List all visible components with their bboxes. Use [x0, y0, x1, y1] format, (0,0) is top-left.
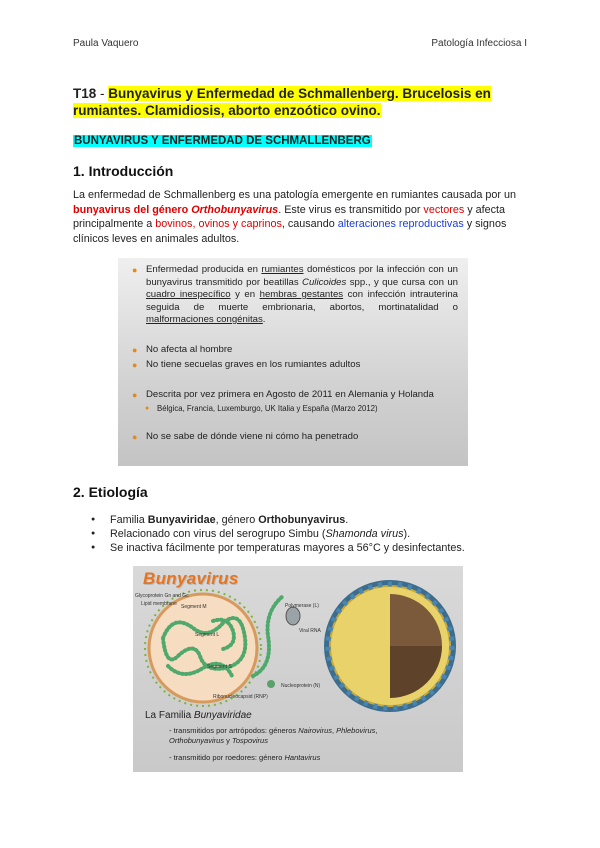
slide-schmallenberg — [118, 258, 468, 466]
bullet-icon: ● — [132, 265, 138, 275]
intro-alteraciones: alteraciones reproductivas — [337, 218, 464, 230]
slide-bullet: ● No se sabe de dónde viene ni cómo ha penetrado — [132, 431, 359, 442]
document-title — [73, 85, 513, 119]
polymerase-shape — [286, 607, 300, 625]
title-text: Bunyavirus y Enfermedad de Schmallenberg. Brucelosis en rumiantes. Clamidiosis, aborto enzoótico ovino. — [73, 86, 491, 118]
slide-bullet: ● Descrita por vez primera en Agosto de 2011 en Alemania y Holanda — [132, 388, 434, 400]
heading-etiologia: 2. Etiología — [73, 484, 148, 500]
virion-3d — [324, 580, 456, 712]
label-segment-s: Segment S — [207, 664, 232, 670]
transmission-rodents: - transmitido por roedores: género Hantavirus — [169, 753, 321, 762]
list-item: ● Familia Bunyaviridae, género Orthobunyavirus. — [91, 513, 521, 527]
rnp-strand — [253, 596, 283, 676]
slide-bunyavirus — [133, 566, 463, 772]
label-segment-m: Segment M — [181, 604, 207, 610]
intro-text: , causando — [281, 218, 338, 230]
label-segment-l: Segment L — [195, 632, 220, 638]
list-item: ● Relacionado con virus del serogrupo Simbu (Shamonda virus). — [91, 527, 521, 541]
bullet-icon: ● — [145, 405, 150, 412]
intro-bunyavirus: bunyavirus del género — [73, 203, 192, 216]
slide-subbullet: ● Bélgica, Francia, Luxemburgo, UK Italia y España (Marzo 2012) — [145, 404, 378, 413]
header-author: Paula Vaquero — [73, 38, 139, 49]
intro-text: . Este virus es transmitido por — [278, 203, 424, 216]
intro-paragraph — [73, 188, 533, 246]
list-item: ● Se inactiva fácilmente por temperaturas mayores a 56°C y desinfectantes. — [91, 541, 521, 555]
intro-text: y afecta principalmente a — [73, 203, 506, 230]
header-course: Patología Infecciosa I — [431, 38, 527, 49]
nucleoprotein-shape — [267, 680, 275, 688]
slide-bullet: ● Enfermedad producida en rumiantes domésticos por la infección con un bunyavirus transmitido por beatillas Culicoides spp., y que cursa con un cuadro inespecífico y en hembras gestantes con infección intrauterina seguida de muerte embrionaria, abortos, mortinatalidad o malformaciones congénitas. — [132, 264, 459, 325]
bullet-icon: ● — [132, 389, 138, 400]
slide-bullet: ● No tiene secuelas graves en los rumiantes adultos — [132, 359, 361, 370]
intro-species: bovinos, ovinos y caprinos — [155, 218, 282, 230]
virion-schematic — [145, 590, 300, 706]
label-lipid: Lipid membrane — [141, 601, 177, 607]
label-glyco: Glycoprotein Gn and Gc — [135, 593, 189, 599]
title-prefix: T18 — [73, 86, 97, 101]
intro-vectores: vectores — [423, 203, 465, 216]
bullet-icon: ● — [132, 432, 138, 442]
intro-text: La enfermedad de Schmallenberg es una patología emergente en rumiantes causada por un — [73, 189, 516, 201]
intro-genus: Orthobunyavirus — [191, 203, 279, 216]
bullet-icon: ● — [132, 344, 138, 355]
title-separator: - — [96, 86, 109, 101]
intro-text: y signos clínicos leves en animales adultos. — [73, 218, 507, 245]
slide-bullet: ● No afecta al hombre — [132, 343, 233, 355]
etiologia-list — [91, 513, 521, 555]
label-nucleo: Nucleoprotein (N) — [281, 683, 321, 689]
family-heading: La Familia Bunyaviridae — [145, 710, 252, 721]
section-title: BUNYAVIRUS Y ENFERMEDAD DE SCHMALLENBERG — [74, 135, 371, 147]
heading-introduccion: 1. Introducción — [73, 163, 174, 179]
label-ribonuc: Ribonucleocapsid (RNP) — [213, 694, 268, 700]
transmission-arthropods: - transmitidos por artrópodos: géneros Nairovirus, Phlebovirus, Orthobunyavirus y Tospovirus — [169, 726, 378, 745]
slide-title: Bunyavirus — [143, 569, 239, 588]
bullet-icon: ● — [132, 360, 138, 370]
label-viral: Viral RNA — [299, 628, 321, 634]
label-polymerase: Polymerase (L) — [285, 603, 319, 609]
